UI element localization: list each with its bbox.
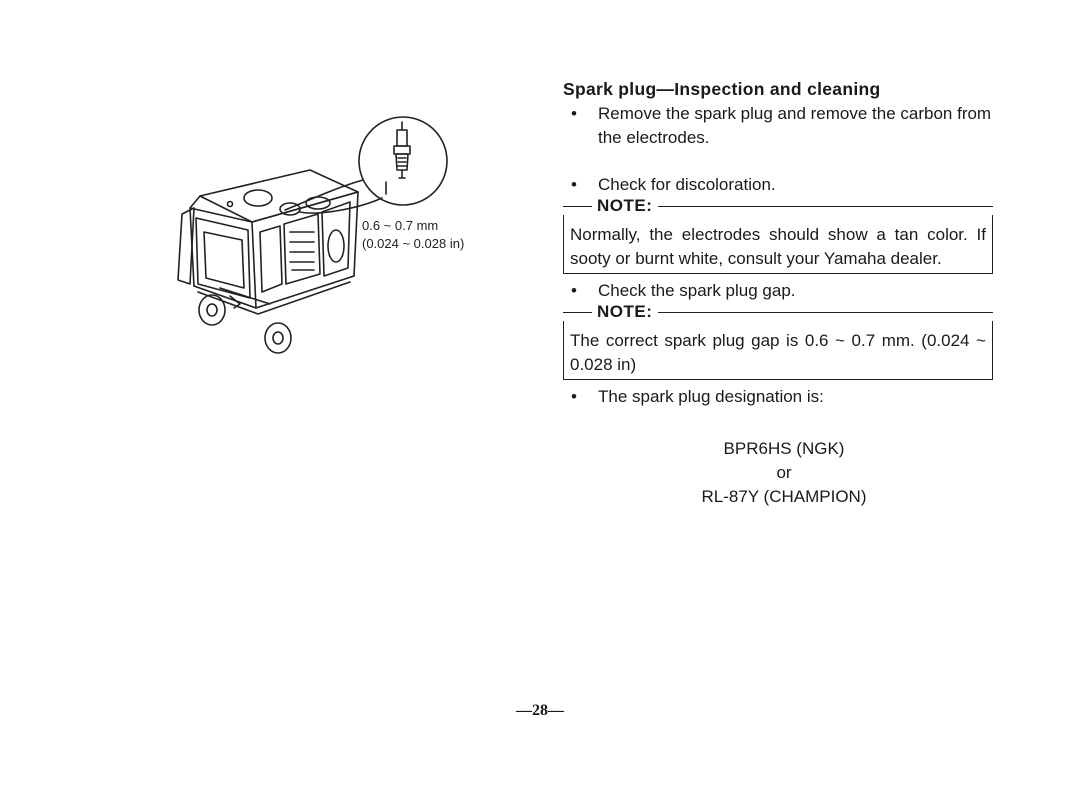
gap-callout-in: (0.024 ~ 0.028 in) <box>362 236 465 251</box>
bullet-dot-icon: • <box>571 175 577 194</box>
gap-callout-mm: 0.6 ~ 0.7 mm <box>362 218 439 233</box>
note-header <box>563 197 993 215</box>
step-text: Check for discoloration. <box>598 175 776 194</box>
note-header <box>563 303 993 321</box>
bullet-dot-icon: • <box>571 281 577 300</box>
note-text: The correct spark plug gap is 0.6 ~ 0.7 mm. (0.024 ~ 0.028 in) <box>570 331 986 374</box>
step-check-gap <box>563 279 993 303</box>
designation-alternate: RL-87Y (CHAMPION) <box>701 487 867 506</box>
step-text: Check the spark plug gap. <box>598 281 796 300</box>
bullet-dot-icon: • <box>571 387 577 406</box>
step-text: The spark plug designation is: <box>598 387 824 406</box>
page-number: —28— <box>516 702 564 719</box>
step-check-discoloration <box>563 173 993 197</box>
note-box-gap <box>563 321 993 380</box>
note-box-discoloration <box>563 215 993 274</box>
designation-separator: or <box>776 463 792 482</box>
note-label: NOTE: <box>597 302 653 321</box>
gap-callout <box>362 217 464 253</box>
plug-designation <box>563 437 993 509</box>
step-text: Remove the spark plug and remove the carbon from the electrodes. <box>598 104 992 147</box>
section-content <box>563 78 993 509</box>
section-title: Spark plug—Inspection and cleaning <box>563 79 881 99</box>
bullet-dot-icon: • <box>571 104 577 123</box>
step-designation <box>563 385 993 409</box>
designation-primary: BPR6HS (NGK) <box>723 439 845 458</box>
note-text: Normally, the electrodes should show a tan color. If sooty or burnt white, consult your Yamaha dealer. <box>570 225 986 268</box>
step-remove-plug <box>563 102 993 150</box>
note-label: NOTE: <box>597 196 653 215</box>
